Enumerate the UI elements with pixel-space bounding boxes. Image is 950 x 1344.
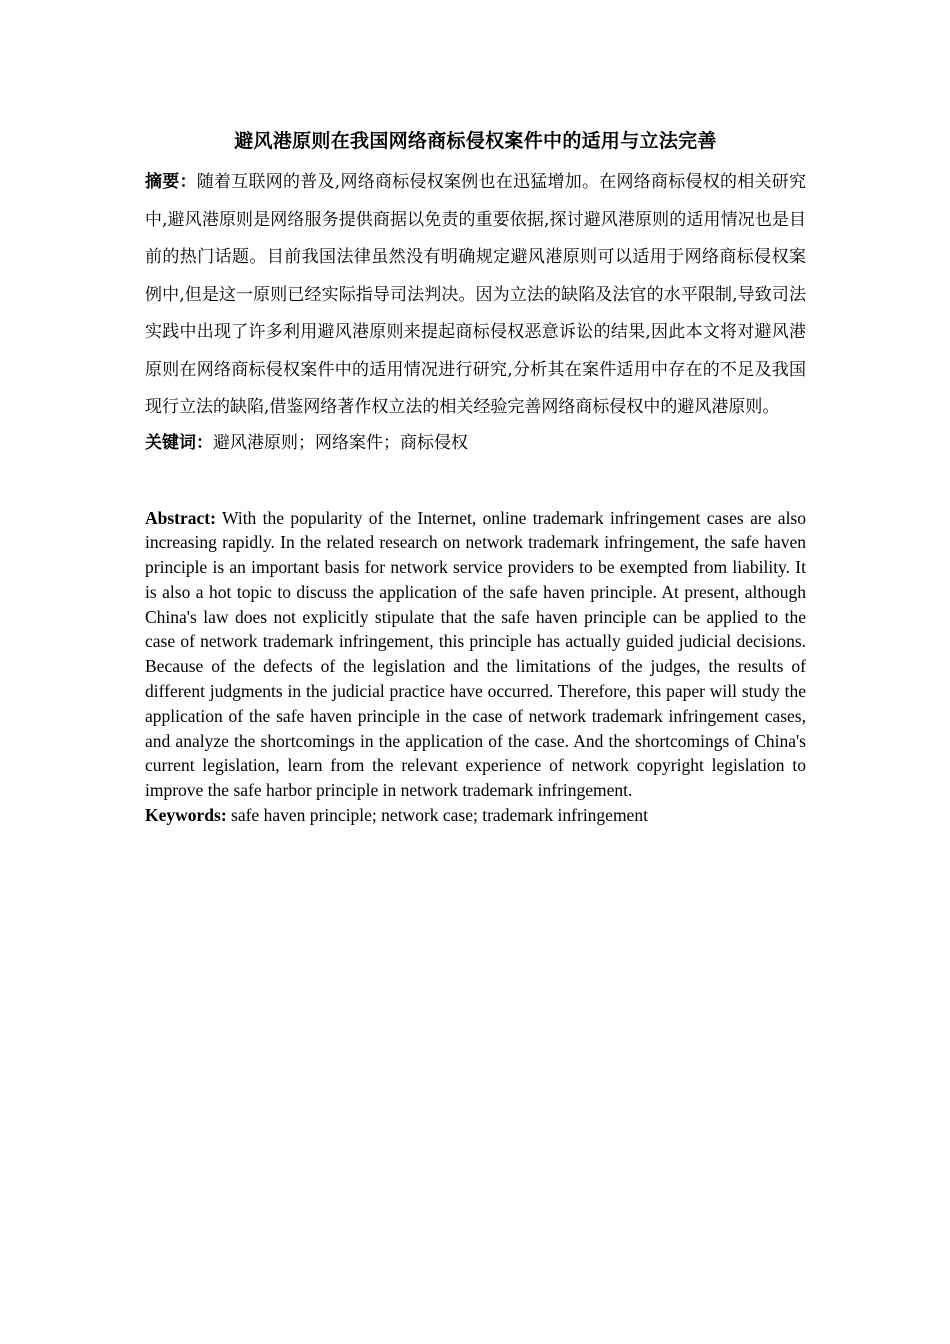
english-section xyxy=(145,506,806,828)
chinese-abstract xyxy=(145,164,806,427)
chinese-keywords-label: 关键词： xyxy=(145,432,213,453)
chinese-keywords-text: 避风港原则；网络案件；商标侵权 xyxy=(213,432,468,453)
english-keywords-label: Keywords: xyxy=(145,805,227,826)
chinese-abstract-label: 摘要： xyxy=(145,172,197,192)
english-abstract xyxy=(145,506,806,804)
english-abstract-text: With the popularity of the Internet, online trademark infringement cases are also increasing rapidly. In the related research on network trademark infringement, the safe haven principle is an important basis for network service providers to be exempted from liability. It is also a hot topic to discuss the application of the safe haven principle. At present, although China's law does not explicitly stipulate that the safe haven principle can be applied to the case of network trademark infringement, this principle has actually guided judicial decisions. Because of the defects of the legislation and the limitations of the judges, the results of different judgments in the judicial practice have occurred. Therefore, this paper will study the application of the safe haven principle in the case of network trademark infringement cases, and analyze the shortcomings in the application of the case. And the shortcomings of China's current legislation, learn from the relevant experience of network copyright legislation to improve the safe harbor principle in network trademark infringement. xyxy=(145,507,806,801)
paper-title: 避风港原则在我国网络商标侵权案件中的适用与立法完善 xyxy=(234,130,717,152)
chinese-keywords xyxy=(145,427,806,459)
english-abstract-label: Abstract: xyxy=(145,507,216,528)
english-keywords-text: safe haven principle; network case; trademark infringement xyxy=(226,805,648,826)
chinese-abstract-text: 随着互联网的普及,网络商标侵权案例也在迅猛增加。在网络商标侵权的相关研究中,避风港原则是网络服务提供商据以免责的重要依据,探讨避风港原则的适用情况也是目前的热门话题。目前我国法律虽然没有明确规定避风港原则可以适用于网络商标侵权案例中,但是这一原则已经实际指导司法判决。因为立法的缺陷及法官的水平限制,导致司法实践中出现了许多利用避风港原则来提起商标侵权恶意诉讼的结果,因此本文将对避风港原则在网络商标侵权案件中的适用情况进行研究,分析其在案件适用中存在的不足及我国现行立法的缺陷,借鉴网络著作权立法的相关经验完善网络商标侵权中的避风港原则。 xyxy=(145,172,807,417)
document-page xyxy=(145,126,806,828)
english-keywords xyxy=(145,803,806,828)
